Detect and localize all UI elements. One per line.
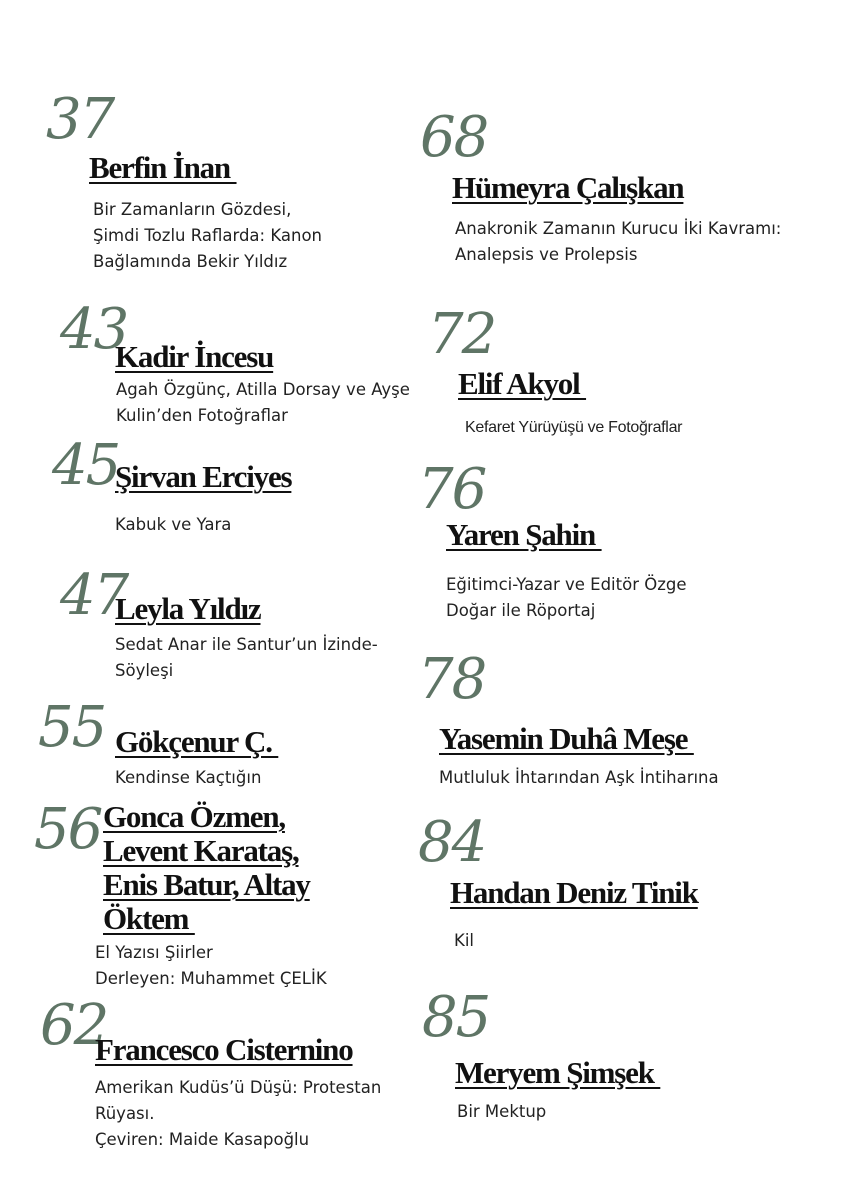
article-title: Kil <box>454 931 474 950</box>
article-title: Agah Özgünç, Atilla Dorsay ve Ayşe Kulin’den Fotoğraflar <box>116 380 410 425</box>
author-name: Meryem Şimşek <box>455 1055 661 1090</box>
article-title: Eğitimci-Yazar ve Editör Özge Doğar ile Röportaj <box>446 575 687 620</box>
article-title: El Yazısı Şiirler Derleyen: Muhammet ÇELİK <box>95 943 327 988</box>
page-number: 56 <box>34 797 102 862</box>
author-name: Francesco Cisternino <box>95 1032 353 1067</box>
page-number: 78 <box>418 647 486 712</box>
article-title: Kefaret Yürüyüşü ve Fotoğraflar <box>465 419 683 436</box>
page-number: 85 <box>422 985 490 1050</box>
page-number: 55 <box>38 695 106 760</box>
page-number: 47 <box>60 563 128 628</box>
author-name: Gonca Özmen, Levent Karataş, Enis Batur, Altay Öktem <box>103 799 310 936</box>
page-number: 62 <box>40 993 108 1058</box>
article-title: Kabuk ve Yara <box>115 515 232 534</box>
author-name: Yasemin Duhâ Meşe <box>439 721 694 756</box>
article-title: Anakronik Zamanın Kurucu İki Kavramı: Analepsis ve Prolepsis <box>455 219 782 264</box>
author-name: Berfin İnan <box>89 150 237 185</box>
author-name: Hümeyra Çalışkan <box>452 170 684 205</box>
page-number: 43 <box>60 297 128 362</box>
author-name: Kadir İncesu <box>115 339 274 374</box>
author-name: Elif Akyol <box>458 366 587 401</box>
article-title: Bir Mektup <box>457 1102 547 1121</box>
article-title: Bir Zamanların Gözdesi, Şimdi Tozlu Raflarda: Kanon Bağlamında Bekir Yıldız <box>93 200 323 271</box>
page-number: 45 <box>52 433 120 498</box>
author-name: Handan Deniz Tinik <box>450 875 698 910</box>
author-name: Şirvan Erciyes <box>115 459 292 494</box>
page-number: 68 <box>420 105 488 170</box>
author-name: Gökçenur Ç. <box>115 724 279 759</box>
page-number: 84 <box>418 810 486 875</box>
page-number: 72 <box>428 302 496 367</box>
article-title: Amerikan Kudüs’ü Düşü: Protestan Rüyası. Çeviren: Maide Kasapoğlu <box>95 1078 382 1149</box>
author-name: Leyla Yıldız <box>115 591 261 626</box>
page-number: 37 <box>46 87 114 152</box>
article-title: Kendinse Kaçtığın <box>115 768 262 787</box>
article-title: Mutluluk İhtarından Aşk İntiharına <box>439 768 719 787</box>
author-name: Yaren Şahin <box>446 517 602 552</box>
page-number: 76 <box>418 457 486 522</box>
article-title: Sedat Anar ile Santur’un İzinde- Söyleşi <box>115 635 378 680</box>
